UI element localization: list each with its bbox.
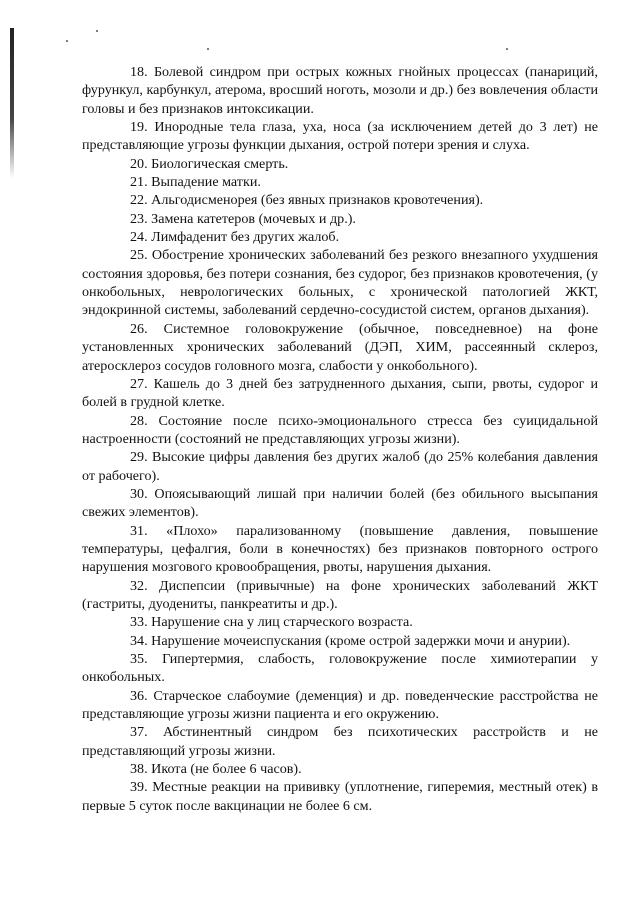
list-item: 36. Старческое слабоумие (деменция) и др. поведенческие расстройства не представляющие угрозы жизни пациента и его окружению.	[82, 687, 598, 723]
list-item: 37. Абстинентный синдром без психотических расстройств и не представляющий угрозы жизни.	[82, 724, 598, 759]
list-item: 27. Кашель до 3 дней без затрудненного дыхания, сыпи, рвоты, судорог и болей в грудной клетке.	[82, 375, 598, 411]
list-item: 34. Нарушение мочеиспускания (кроме острой задержки мочи и анурии).	[130, 632, 571, 649]
list-item: 23. Замена катетеров (мочевых и др.).	[130, 210, 356, 227]
document-body	[82, 63, 598, 815]
scan-speck	[506, 48, 508, 50]
list-item: 38. Икота (не более 6 часов).	[130, 761, 302, 778]
list-item: 18. Болевой синдром при острых кожных гнойных процессах (панариций, фурункул, карбункул, атерома, вросший ноготь, мозоли и др.) без вовлечения области головы и без признаков интоксикации.	[82, 64, 598, 117]
scan-page-edge	[10, 28, 14, 178]
list-item: 31. «Плохо» парализованному (повышение давления, повышение температуры, цефалгия, боли в конечностях) без признаков повторного острого нарушения мозгового кровообращения, рвоты, нарушения дыхания.	[82, 522, 598, 576]
list-item: 24. Лимфаденит без других жалоб.	[130, 229, 340, 246]
scan-speck	[207, 48, 209, 50]
list-item: 33. Нарушение сна у лиц старческого возраста.	[130, 614, 413, 631]
list-item: 28. Состояние после психо-эмоционального стресса без суицидальной настроенности (состояний не представляющих угрозы жизни).	[82, 412, 598, 447]
list-item: 30. Опоясывающий лишай при наличии болей (без обильного высыпания свежих элементов).	[82, 485, 598, 521]
list-item: 19. Инородные тела глаза, уха, носа (за исключением детей до 3 лет) не представляющие угрозы функции дыхания, острой потери зрения и слуха.	[82, 119, 598, 154]
list-item: 25. Обострение хронических заболеваний без резкого внезапного ухудшения состояния здоровья, без потери сознания, без судорог, без признаков кровотечения, (у онкобольных, неврологических больных, с хронической патологией ЖКТ, эндокринной системы, заболеваний сердечно-сосудистой систем, органов дыхания).	[82, 247, 598, 319]
list-item: 22. Альгодисменорея (без явных признаков кровотечения).	[130, 192, 484, 209]
list-item: 29. Высокие цифры давления без других жалоб (до 25% колебания давления от рабочего).	[82, 449, 598, 484]
list-item: 26. Системное головокружение (обычное, повседневное) на фоне установленных хронических заболеваний (ДЭП, ХИМ, рассеянный склероз, атеросклероз сосудов головного мозга, слабости у онкобольного).	[82, 320, 598, 374]
list-item: 20. Биологическая смерть.	[130, 155, 289, 172]
scan-speck	[66, 40, 68, 42]
list-item: 21. Выпадение матки.	[130, 174, 261, 191]
list-item: 39. Местные реакции на прививку (уплотнение, гиперемия, местный отек) в первые 5 суток после вакцинации не более 6 см.	[82, 779, 598, 814]
list-item: 35. Гипертермия, слабость, головокружение после химиотерапии у онкобольных.	[82, 651, 598, 686]
scan-speck	[96, 30, 98, 32]
list-item: 32. Диспепсии (привычные) на фоне хронических заболеваний ЖКТ (гастриты, дуодениты, панкреатиты и др.).	[82, 577, 598, 612]
